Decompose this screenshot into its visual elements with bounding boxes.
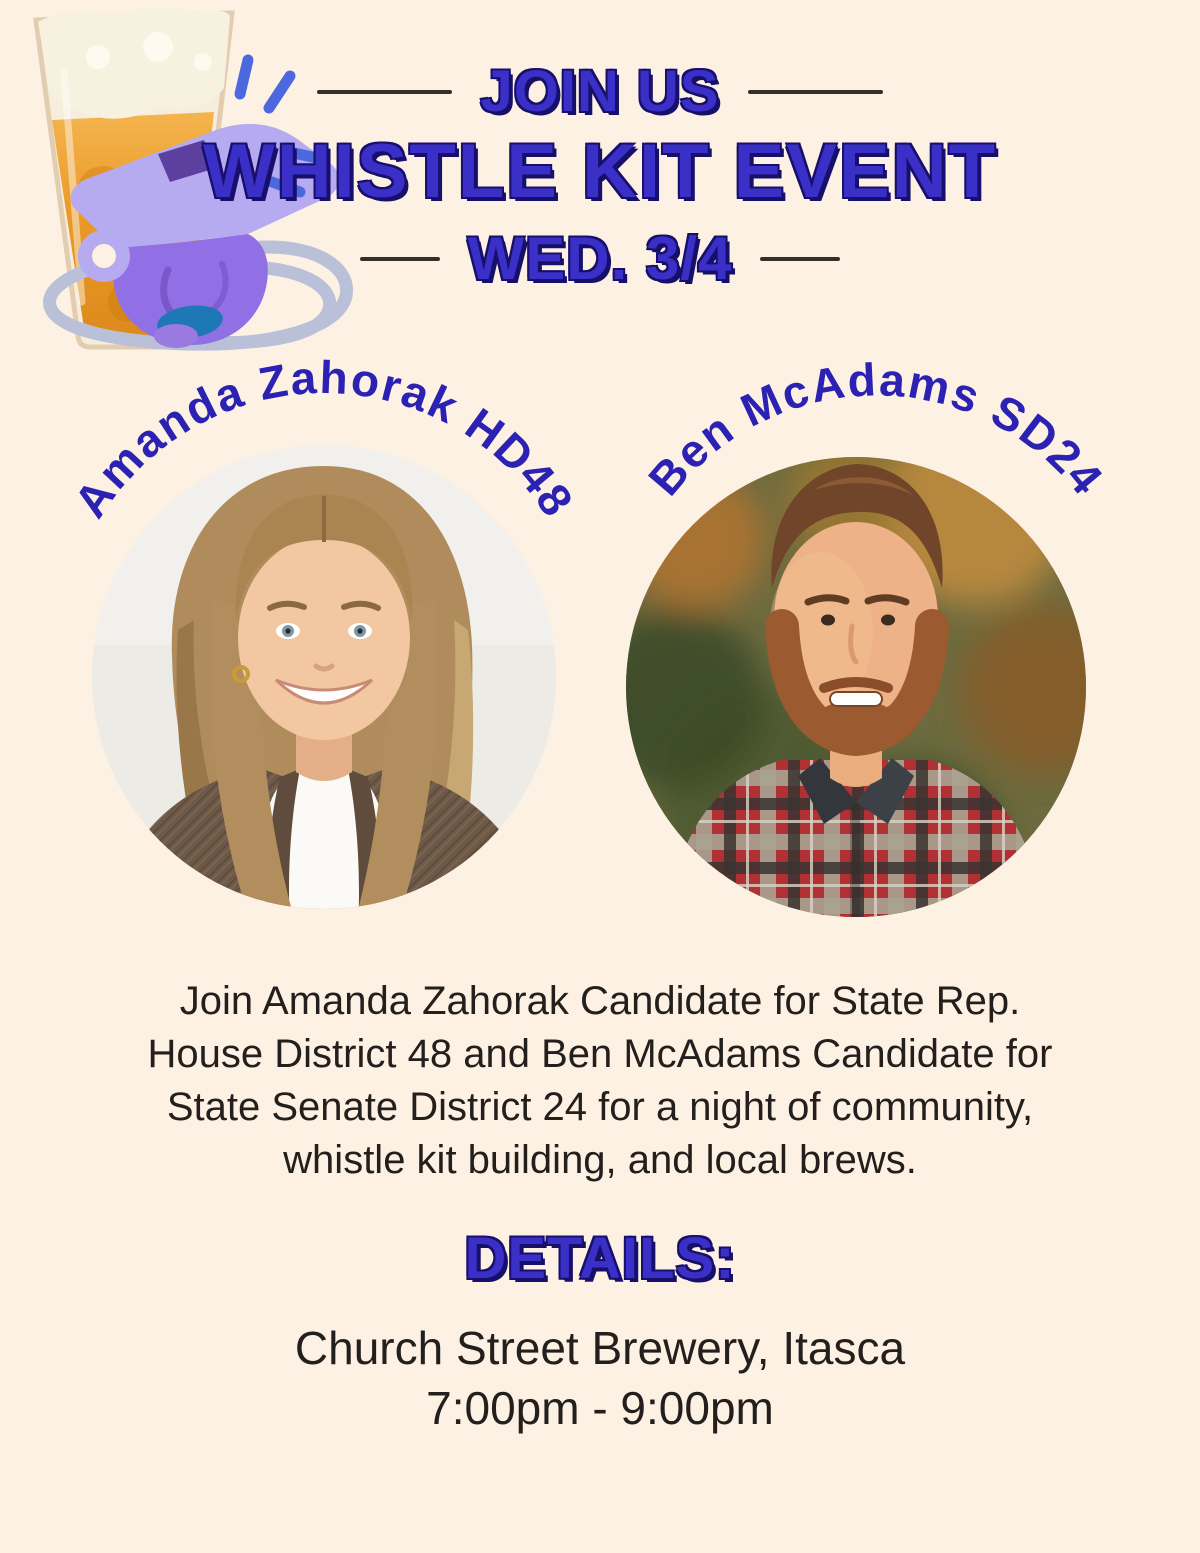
time-line: 7:00pm - 9:00pm xyxy=(426,1382,774,1434)
date-row xyxy=(0,225,1200,292)
kicker-row xyxy=(0,59,1200,124)
speaker-ben xyxy=(616,353,1136,930)
divider-dash xyxy=(360,257,440,261)
description-line: Join Amanda Zahorak Candidate for State Rep. xyxy=(179,979,1021,1023)
venue-block xyxy=(0,1318,1200,1438)
header-kicker: JOIN US xyxy=(480,59,720,124)
venue-line: Church Street Brewery, Itasca xyxy=(294,1322,906,1374)
description-line: State Senate District 24 for a night of community, xyxy=(166,1085,1034,1129)
details-heading: DETAILS: xyxy=(464,1226,736,1291)
event-description xyxy=(30,975,1170,1187)
speaker-amanda xyxy=(63,350,585,930)
event-date: WED. 3/4 xyxy=(467,225,733,292)
divider-dash xyxy=(748,90,883,94)
divider-dash xyxy=(760,257,840,261)
speaker-arc-label: Ben McAdams SD24 xyxy=(638,353,1115,506)
speaker-arc-label: Amanda Zahorak HD48 xyxy=(63,350,585,527)
amanda-photo xyxy=(92,445,556,930)
description-line: whistle kit building, and local brews. xyxy=(283,1138,917,1182)
flyer-header xyxy=(0,59,1200,292)
description-line: House District 48 and Ben McAdams Candidate for xyxy=(147,1032,1053,1076)
speakers-row xyxy=(0,350,1200,930)
event-title: WHISTLE KIT EVENT xyxy=(203,129,997,214)
divider-dash xyxy=(317,90,452,94)
